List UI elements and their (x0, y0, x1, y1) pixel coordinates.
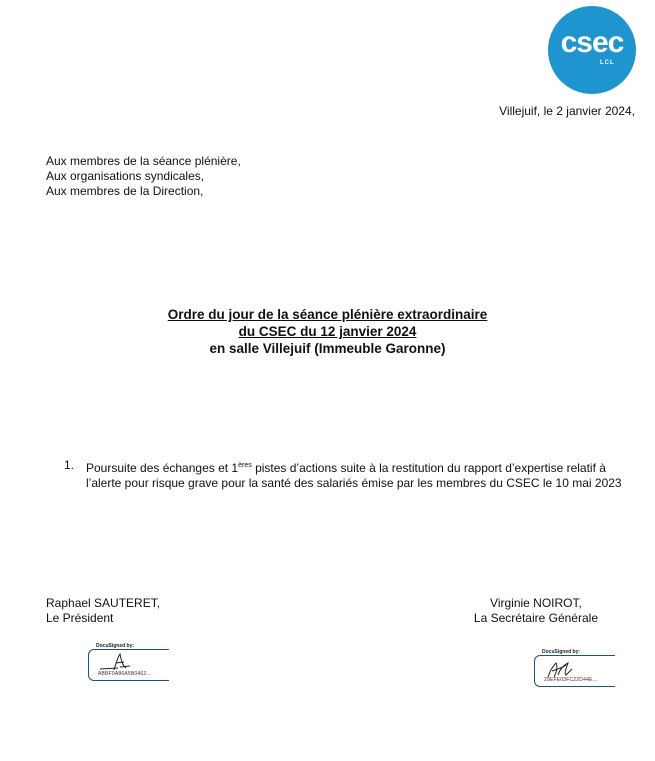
signatory-right-role: La Secrétaire Générale (473, 611, 598, 625)
title-line-1: Ordre du jour de la séance plénière extraordinaire (167, 307, 488, 322)
docusign-label: DocuSigned by: (96, 643, 135, 649)
agenda-text-rest: pistes d’actions suite à la restitution du rapport d’expertise relatif à l’alerte pour risque grave pour la santé des salariés émise par les membres du CSEC le 10 mai 2023 (86, 461, 622, 490)
agenda-text-start: Poursuite des échanges et 1 (86, 461, 239, 475)
recipient-line: Aux membres de la séance plénière, (46, 154, 241, 168)
date-line: Villejuif, le 2 janvier 2024, (499, 104, 635, 118)
document-title (0, 306, 655, 357)
agenda-item-text (86, 458, 624, 491)
signatory-left (46, 596, 160, 626)
signatory-left-name: Raphael SAUTERET, (46, 596, 161, 610)
signatory-right-name: Virginie NOIROT, (490, 596, 582, 610)
docusign-id: 29EFE03FC22D44E... (544, 677, 598, 683)
agenda-item-number: 1. (64, 458, 75, 472)
agenda-item (64, 458, 624, 491)
docusign-block-right (534, 649, 620, 685)
signatory-left-role: Le Président (46, 611, 114, 625)
logo-subtext: LCL (600, 60, 615, 66)
signature-left-icon (96, 651, 156, 673)
recipient-line: Aux membres de la Direction, (46, 184, 204, 198)
title-line-3: en salle Villejuif (Immeuble Garonne) (209, 341, 446, 356)
recipient-line: Aux organisations syndicales, (46, 169, 205, 183)
docusign-label: DocuSigned by: (542, 649, 581, 655)
agenda-superscript: ères (238, 462, 252, 469)
title-line-2: du CSEC du 12 janvier 2024 (238, 324, 417, 339)
docusign-block-left (88, 643, 174, 679)
logo-text: csec (560, 26, 624, 59)
signatory-right (474, 596, 598, 626)
recipients-block (46, 154, 241, 199)
csec-logo (548, 6, 636, 94)
docusign-id: ABBF0A86A5B0462... (98, 671, 152, 677)
